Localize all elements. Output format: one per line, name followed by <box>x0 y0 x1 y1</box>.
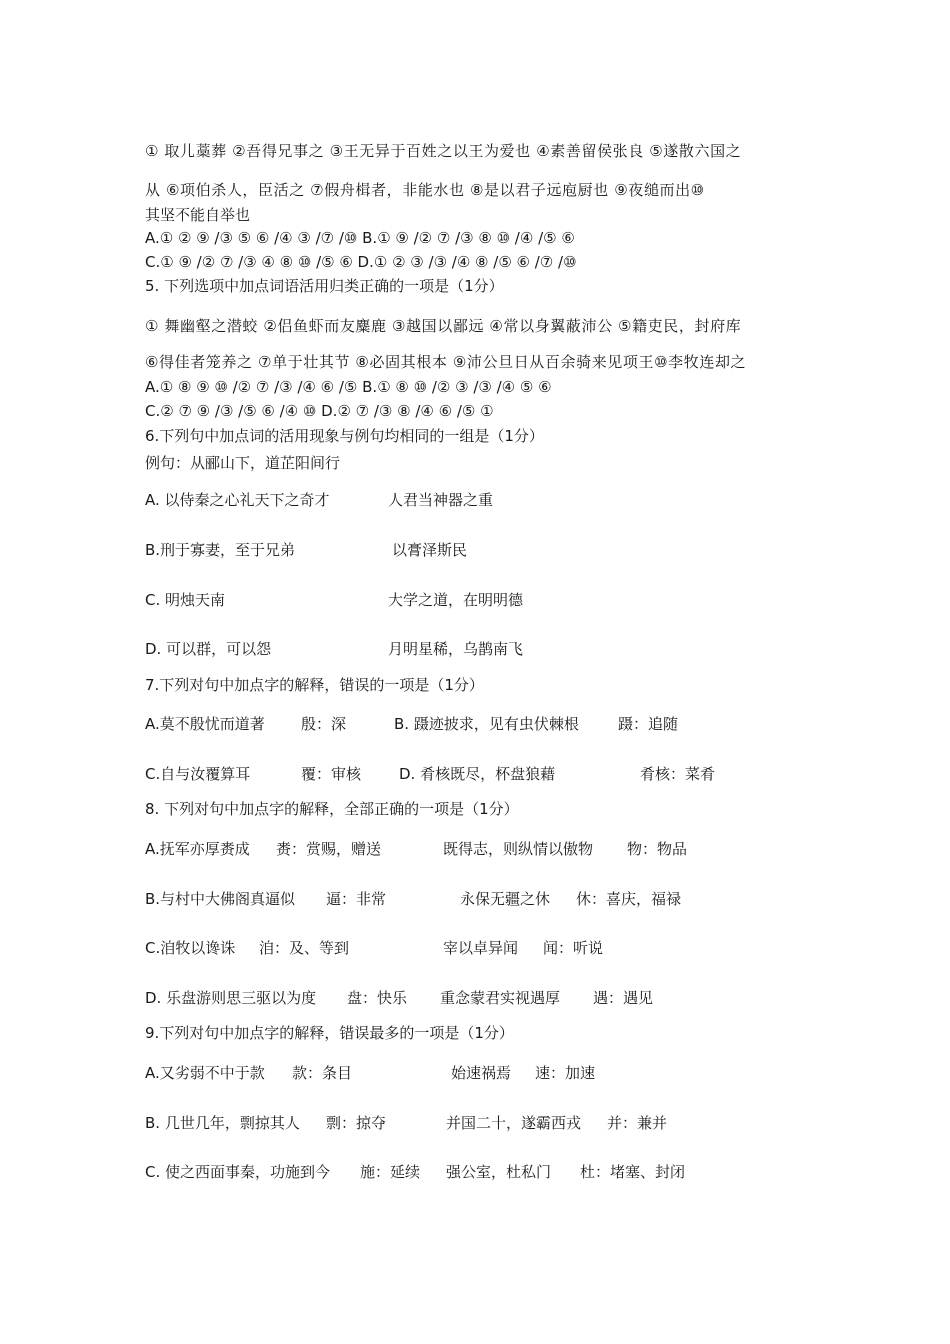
q7-row-ab <box>145 714 815 734</box>
q8-option-d2: 重念蒙君实视遇厚 <box>440 989 561 1007</box>
q4-items-line-3: 其坚不能自举也 <box>145 206 251 224</box>
q4-options-cd: C.① ⑨ /② ⑦ /③ ④ ⑧ ⑩ /⑤ ⑥ D.① ② ③ /③ /④ ⑧ /⑤ ⑥ /⑦ /⑩ <box>145 253 577 271</box>
q6-option-d-right: 月明星稀，乌鹊南飞 <box>388 640 524 658</box>
q8-option-d <box>145 988 815 1008</box>
q5-items-line-1: ① 舞幽壑之潜蛟 ②侣鱼虾而友麋鹿 ③越国以鄙远 ④常以身翼蔽沛公 ⑤籍吏民，封府库 <box>145 317 742 335</box>
q6-option-b-right: 以膏泽斯民 <box>392 541 468 559</box>
q8-option-b <box>145 889 815 909</box>
q6-example: 例句：从郦山下，道芷阳间行 <box>145 454 341 472</box>
q8-option-b2-gloss: 休：喜庆，福禄 <box>576 890 682 908</box>
q7-title: 7.下列对句中加点字的解释，错误的一项是（1分） <box>145 676 484 694</box>
q9-option-c1-gloss: 施：延续 <box>360 1163 421 1181</box>
q6-title: 6.下列句中加点词的活用现象与例句均相同的一组是（1分） <box>145 427 544 445</box>
q8-option-a1: A.抚军亦厚赉成 <box>145 840 250 858</box>
q8-option-a1-gloss: 赉：赏赐，赠送 <box>276 840 382 858</box>
q8-option-c1-gloss: 洎：及、等到 <box>259 939 350 957</box>
q6-option-c <box>145 590 815 610</box>
q8-option-b2: 永保无疆之休 <box>460 890 551 908</box>
q7-option-b-gloss: 蹑：追随 <box>618 715 679 733</box>
q9-option-b2: 并国二十，遂霸西戎 <box>446 1114 582 1132</box>
q7-option-b: B. 蹑迹披求，见有虫伏棘根 <box>394 715 579 733</box>
q9-option-b2-gloss: 并：兼并 <box>607 1114 668 1132</box>
q9-option-c1: C. 使之西面事秦，功施到今 <box>145 1163 331 1181</box>
q7-option-a-gloss: 殷：深 <box>301 715 347 733</box>
q6-option-a-left: A. 以侍秦之心礼天下之奇才 <box>145 491 330 509</box>
q8-option-c2: 宰以卓异闻 <box>443 939 519 957</box>
q6-option-b <box>145 540 815 560</box>
q9-option-a2-gloss: 速：加速 <box>535 1064 596 1082</box>
q7-option-a: A.莫不殷忧而道著 <box>145 715 265 733</box>
q8-option-b1-gloss: 逼：非常 <box>326 890 387 908</box>
q9-option-c2: 强公室，杜私门 <box>446 1163 552 1181</box>
q9-option-b <box>145 1113 815 1133</box>
q4-options-ab: A.① ② ⑨ /③ ⑤ ⑥ /④ ③ /⑦ /⑩ B.① ⑨ /② ⑦ /③ ⑧ ⑩ /④ /⑤ ⑥ <box>145 229 575 247</box>
q6-option-c-left: C. 明烛天南 <box>145 591 226 609</box>
q9-option-c2-gloss: 杜：堵塞、封闭 <box>580 1163 686 1181</box>
q4-items-line-1: ① 取儿藁葬 ②吾得兄事之 ③王无异于百姓之以王为爱也 ④素善留侯张良 ⑤遂散六国之 <box>145 142 742 160</box>
q8-option-a <box>145 839 815 859</box>
q9-option-b1-gloss: 剽：掠夺 <box>326 1114 387 1132</box>
q7-option-c: C.自与汝覆算耳 <box>145 765 251 783</box>
q7-option-c-gloss: 覆：审核 <box>301 765 362 783</box>
q8-option-a2-gloss: 物：物品 <box>627 840 688 858</box>
q6-option-b-left: B.刑于寡妻，至于兄弟 <box>145 541 296 559</box>
q8-option-a2: 既得志，则纵情以傲物 <box>443 840 594 858</box>
q7-row-cd <box>145 764 815 784</box>
q5-items-line-2: ⑥得佳者笼养之 ⑦单于壮其节 ⑧必固其根本 ⑨沛公旦日从百余骑来见项王⑩李牧连却之 <box>145 353 747 371</box>
q8-option-d1: D. 乐盘游则思三驱以为度 <box>145 989 317 1007</box>
q6-option-d-left: D. 可以群，可以怨 <box>145 640 272 658</box>
q9-option-a2: 始速祸焉 <box>451 1064 512 1082</box>
q5-title: 5. 下列选项中加点词语活用归类正确的一项是（1分） <box>145 277 504 295</box>
q8-option-d2-gloss: 遇：遇见 <box>593 989 654 1007</box>
q8-option-c2-gloss: 闻：听说 <box>543 939 604 957</box>
q9-title: 9.下列对句中加点字的解释，错误最多的一项是（1分） <box>145 1024 514 1042</box>
q8-option-b1: B.与村中大佛阁真逼似 <box>145 890 296 908</box>
q7-option-d: D. 肴核既尽，杯盘狼藉 <box>399 765 556 783</box>
q6-option-d <box>145 639 815 659</box>
q6-option-c-right: 大学之道，在明明德 <box>388 591 524 609</box>
q8-title: 8. 下列对句中加点字的解释，全部正确的一项是（1分） <box>145 800 519 818</box>
q9-option-a <box>145 1063 815 1083</box>
q9-option-a1-gloss: 款：条目 <box>292 1064 353 1082</box>
q7-option-d-gloss: 肴核：菜肴 <box>640 765 716 783</box>
q6-option-a <box>145 490 815 510</box>
q9-option-c <box>145 1162 815 1182</box>
q8-option-c1: C.洎牧以谗诛 <box>145 939 236 957</box>
q6-option-a-right: 人君当神器之重 <box>388 491 494 509</box>
q9-option-b1: B. 几世几年，剽掠其人 <box>145 1114 300 1132</box>
q9-option-a1: A.又劣弱不中于款 <box>145 1064 265 1082</box>
q8-option-d1-gloss: 盘：快乐 <box>347 989 408 1007</box>
q8-option-c <box>145 938 815 958</box>
q5-options-cd: C.② ⑦ ⑨ /③ /⑤ ⑥ /④ ⑩ D.② ⑦ /③ ⑧ /④ ⑥ /⑤ ① <box>145 402 494 420</box>
q4-items-line-2: 从 ⑥项伯杀人，臣活之 ⑦假舟楫者，非能水也 ⑧是以君子远庖厨也 ⑨夜缒而出⑩ <box>145 181 705 199</box>
q5-options-ab: A.① ⑧ ⑨ ⑩ /② ⑦ /③ /④ ⑥ /⑤ B.① ⑧ ⑩ /② ③ /③ /④ ⑤ ⑥ <box>145 378 552 396</box>
